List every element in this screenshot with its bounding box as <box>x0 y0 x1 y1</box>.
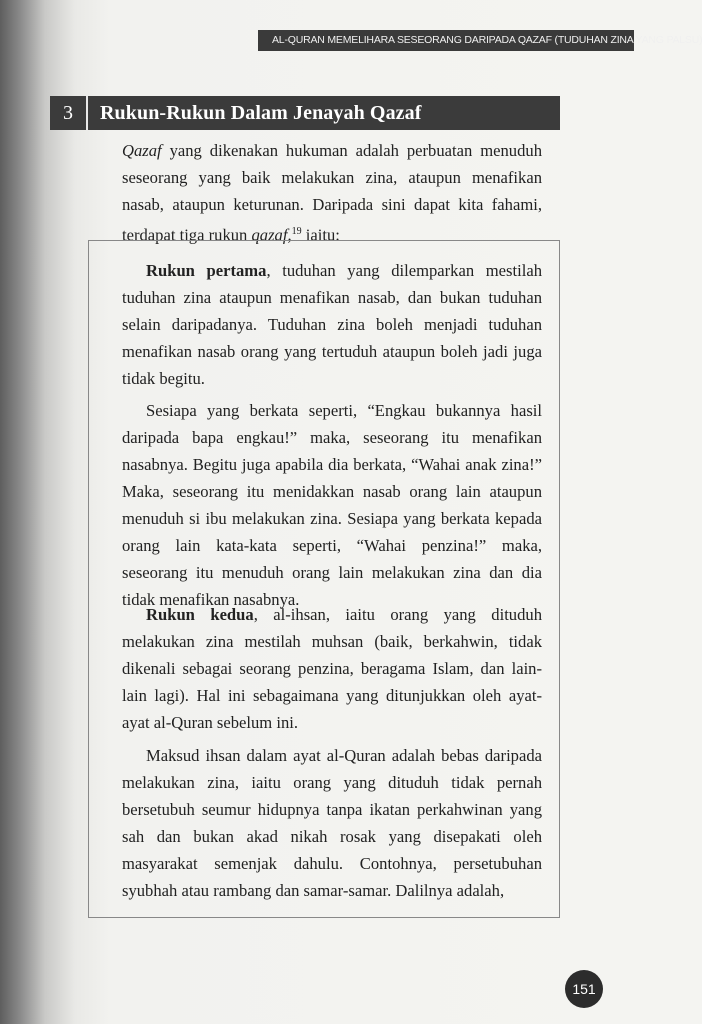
rukun-kedua-label: Rukun kedua <box>146 605 254 624</box>
paragraph-rukun-pertama <box>122 257 542 392</box>
paragraph-examples: Sesiapa yang berkata seperti, “Engkau bukannya hasil daripada bapa engkau!” maka, seseorang itu menafikan nasabnya. Begitu juga apabila dia berkata, “Wahai anak zina!” Maka, seseorang itu menidakkan nasab orang lain ataupun menuduh si ibu melakukan zina. Sesiapa yang berkata kepada orang lain kata-kata seperti, “Wahai penzina!” maka, seseorang itu menuduh orang lain melakukan zina dan dia tidak menafikan nasabnya. <box>122 401 542 609</box>
paragraph-ihsan: Maksud ihsan dalam ayat al-Quran adalah bebas daripada melakukan zina, iaitu orang yang dituduh tidak pernah bersetubuh seumur hidupnya tanpa ikatan perkahwinan yang sah dan bukan akad nikah rosak yang disepakati oleh masyarakat semenjak dahulu. Contohnya, persetubuhan syubhah atau rambang dan samar-samar. Dalilnya adalah, <box>122 746 542 900</box>
section-title: Rukun-Rukun Dalam Jenayah Qazaf <box>100 101 422 124</box>
section-number: 3 <box>50 96 88 130</box>
intro-paragraph <box>122 137 542 249</box>
rukun-kedua-text: , al-ihsan, iaitu orang yang dituduh melakukan zina mestilah muhsan (baik, berkahwin, tidak dikenali sebagai seorang penzina, beragama Islam, dan lain-lain lagi). Hal ini sebagaimana yang ditunjukkan oleh ayat-ayat al-Quran sebelum ini. <box>122 605 542 732</box>
page-number: 151 <box>565 970 603 1008</box>
rukun-pertama-text: , tuduhan yang dilemparkan mestilah tuduhan zina ataupun menafikan nasab, dan bukan tuduhan selain daripadanya. Tuduhan zina boleh menjadi tuduhan menafikan nasab orang yang tertuduh ataupun boleh jadi juga tidak begitu. <box>122 261 542 388</box>
intro-text-b: iaitu: <box>301 225 340 245</box>
intro-italic-lead: Qazaf <box>122 141 162 160</box>
intro-text-a: yang dikenakan hukuman adalah perbuatan menuduh seseorang yang baik melakukan zina, ataupun menafikan nasab, ataupun keturunan. Daripada sini dapat kita fahami, terdapat tiga rukun <box>122 141 542 245</box>
intro-italic-term: qazaf, <box>251 225 292 245</box>
rukun-pertama-label: Rukun pertama <box>146 261 267 280</box>
footnote-marker: 19 <box>291 226 302 237</box>
paragraph-rukun-kedua <box>122 601 542 736</box>
section-heading <box>50 96 560 130</box>
running-header: AL-QURAN MEMELIHARA SESEORANG DARIPADA QAZAF (TUDUHAN ZINA YANG PALSU) <box>258 30 634 51</box>
